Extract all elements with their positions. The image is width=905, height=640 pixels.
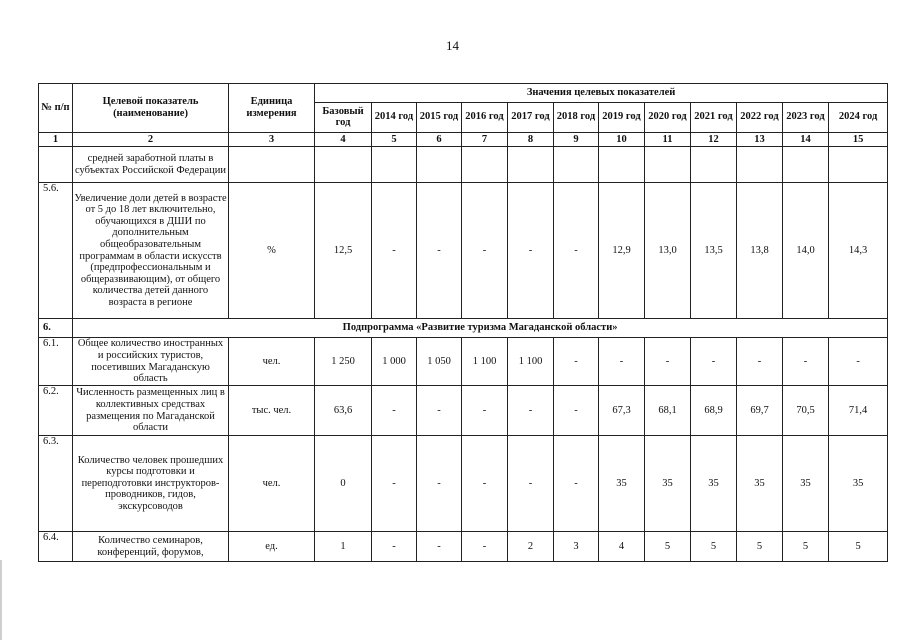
value-cell: 70,5 [783, 386, 829, 436]
value-cell: 67,3 [599, 386, 645, 436]
value-cell: 12,9 [599, 183, 645, 319]
value-cell: - [691, 338, 737, 386]
value-cell [737, 147, 783, 183]
value-cell: 13,0 [645, 183, 691, 319]
table-row [39, 183, 888, 319]
column-number: 5 [372, 133, 417, 147]
value-cell: 35 [599, 436, 645, 532]
value-cell: 35 [737, 436, 783, 532]
value-cell: - [372, 532, 417, 562]
value-cell: 63,6 [315, 386, 372, 436]
row-number: 6.1. [39, 338, 73, 386]
column-number: 11 [645, 133, 691, 147]
table-row [39, 436, 888, 532]
value-cell: - [462, 183, 508, 319]
indicator-name: Количество человек прошедших курсы подготовки и переподготовки инструкторов-проводников, гидов, экскурсоводов [73, 436, 229, 532]
header-indicator-name: Целевой показатель (наименование) [73, 84, 229, 133]
value-cell: 5 [691, 532, 737, 562]
unit-cell [229, 147, 315, 183]
value-cell: 4 [599, 532, 645, 562]
header-year: 2020 год [645, 103, 691, 133]
column-number: 12 [691, 133, 737, 147]
row-number: 6. [39, 319, 73, 338]
value-cell: - [508, 386, 554, 436]
value-cell [462, 147, 508, 183]
header-year: 2024 год [829, 103, 888, 133]
scan-edge-mark [0, 560, 2, 640]
table-row [39, 386, 888, 436]
header-year: 2017 год [508, 103, 554, 133]
value-cell [372, 147, 417, 183]
value-cell: 1 [315, 532, 372, 562]
value-cell: 1 000 [372, 338, 417, 386]
column-number: 15 [829, 133, 888, 147]
value-cell: - [417, 532, 462, 562]
value-cell: - [372, 386, 417, 436]
value-cell [691, 147, 737, 183]
unit-cell: % [229, 183, 315, 319]
column-number: 3 [229, 133, 315, 147]
value-cell: 68,1 [645, 386, 691, 436]
unit-cell: чел. [229, 436, 315, 532]
value-cell: 5 [737, 532, 783, 562]
target-indicators-table [38, 83, 888, 562]
value-cell: - [554, 386, 599, 436]
header-column-numbers [39, 133, 888, 147]
value-cell: 1 050 [417, 338, 462, 386]
indicator-name: Увеличение доли детей в возрасте от 5 до 18 лет включительно, обучающихся в ДШИ по дополнительным общеобразовательным программам в области искусств (предпрофессиональным и общеразвивающим), от общего количества детей данного возраста в регионе [73, 183, 229, 319]
column-number: 4 [315, 133, 372, 147]
value-cell [417, 147, 462, 183]
value-cell: 1 100 [508, 338, 554, 386]
value-cell: 69,7 [737, 386, 783, 436]
value-cell: - [417, 183, 462, 319]
row-number: 6.2. [39, 386, 73, 436]
value-cell [783, 147, 829, 183]
value-cell: - [462, 436, 508, 532]
row-number: 6.3. [39, 436, 73, 532]
table-row [39, 147, 888, 183]
value-cell [508, 147, 554, 183]
value-cell: - [508, 436, 554, 532]
header-year: 2019 год [599, 103, 645, 133]
section-title: Подпрограмма «Развитие туризма Магаданской области» [73, 319, 888, 338]
value-cell: - [829, 338, 888, 386]
row-number: 5.6. [39, 183, 73, 319]
value-cell: 35 [645, 436, 691, 532]
value-cell: - [417, 436, 462, 532]
value-cell [645, 147, 691, 183]
header-year: Базовый год [315, 103, 372, 133]
header-year: 2016 год [462, 103, 508, 133]
column-number: 13 [737, 133, 783, 147]
header-year: 2018 год [554, 103, 599, 133]
indicator-name: Общее количество иностранных и российских туристов, посетивших Магаданскую область [73, 338, 229, 386]
value-cell: 71,4 [829, 386, 888, 436]
value-cell: 5 [645, 532, 691, 562]
value-cell [554, 147, 599, 183]
value-cell: - [417, 386, 462, 436]
value-cell: 1 250 [315, 338, 372, 386]
indicator-name: Численность размещенных лиц в коллективных средствах размещения по Магаданской области [73, 386, 229, 436]
value-cell: 35 [691, 436, 737, 532]
value-cell: 13,5 [691, 183, 737, 319]
value-cell: 5 [829, 532, 888, 562]
value-cell [315, 147, 372, 183]
value-cell: - [737, 338, 783, 386]
value-cell: - [554, 183, 599, 319]
row-number [39, 147, 73, 183]
value-cell [599, 147, 645, 183]
column-number: 7 [462, 133, 508, 147]
indicator-name: Количество семинаров, конференций, форумов, [73, 532, 229, 562]
header-year: 2015 год [417, 103, 462, 133]
header-year: 2021 год [691, 103, 737, 133]
page-number: 14 [446, 38, 459, 53]
unit-cell: чел. [229, 338, 315, 386]
value-cell: - [599, 338, 645, 386]
value-cell: 35 [783, 436, 829, 532]
value-cell: 5 [783, 532, 829, 562]
header-year: 2023 год [783, 103, 829, 133]
row-number: 6.4. [39, 532, 73, 562]
unit-cell: тыс. чел. [229, 386, 315, 436]
value-cell: 3 [554, 532, 599, 562]
value-cell [829, 147, 888, 183]
value-cell: - [554, 338, 599, 386]
column-number: 6 [417, 133, 462, 147]
column-number: 1 [39, 133, 73, 147]
value-cell: - [645, 338, 691, 386]
value-cell: 68,9 [691, 386, 737, 436]
value-cell: - [554, 436, 599, 532]
value-cell: 14,0 [783, 183, 829, 319]
header-unit: Единица измерения [229, 84, 315, 133]
value-cell: - [372, 183, 417, 319]
table-row [39, 532, 888, 562]
value-cell: - [508, 183, 554, 319]
column-number: 8 [508, 133, 554, 147]
column-number: 9 [554, 133, 599, 147]
column-number: 2 [73, 133, 229, 147]
value-cell: 0 [315, 436, 372, 532]
value-cell: 14,3 [829, 183, 888, 319]
column-number: 14 [783, 133, 829, 147]
value-cell: 12,5 [315, 183, 372, 319]
value-cell: 35 [829, 436, 888, 532]
table-row [39, 338, 888, 386]
value-cell: 2 [508, 532, 554, 562]
header-number: № п/п [39, 84, 73, 133]
unit-cell: ед. [229, 532, 315, 562]
column-number: 10 [599, 133, 645, 147]
value-cell: 13,8 [737, 183, 783, 319]
value-cell: - [372, 436, 417, 532]
header-year: 2022 год [737, 103, 783, 133]
header-values: Значения целевых показателей [315, 84, 888, 103]
header-year: 2014 год [372, 103, 417, 133]
section-row [39, 319, 888, 338]
value-cell: 1 100 [462, 338, 508, 386]
value-cell: - [462, 386, 508, 436]
value-cell: - [783, 338, 829, 386]
indicator-name: средней заработной платы в субъектах Российской Федерации [73, 147, 229, 183]
value-cell: - [462, 532, 508, 562]
